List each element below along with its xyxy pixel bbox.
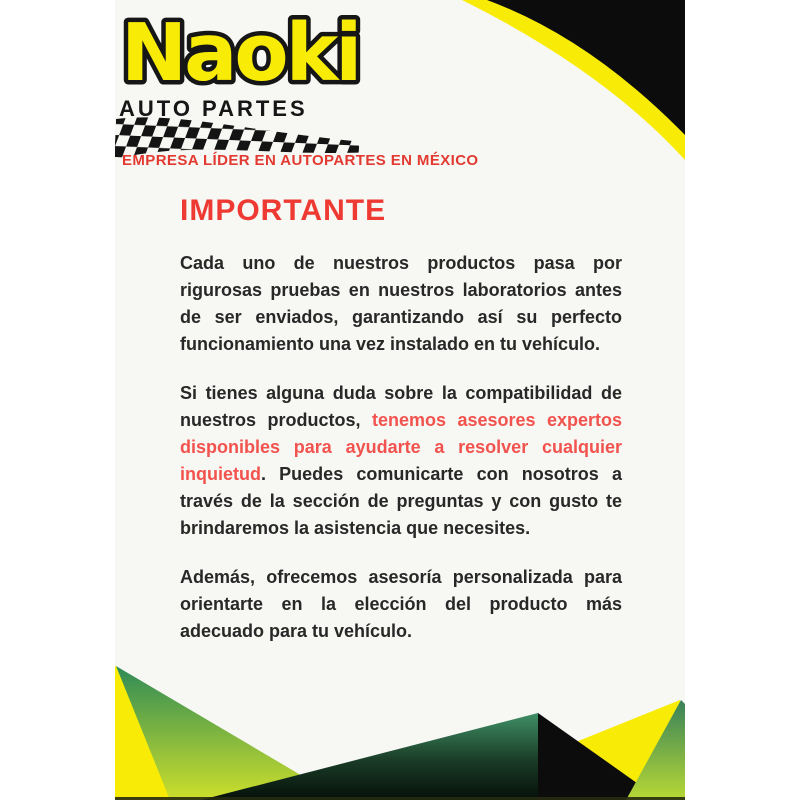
logo-subtitle: AUTO PARTES [119,96,308,121]
paragraph-advice-text: Además, ofrecemos asesoría personalizada para orientarte en la elección del producto más adecuado para tu vehículo. [180,567,622,641]
paragraph-quality-text: Cada uno de nuestros productos pasa por rigurosas pruebas en nuestros laboratorios antes de ser enviados, garantizando así su perfecto funcionamiento una vez instalado en tu vehículo. [180,253,622,354]
brand-logo [115,0,575,180]
paragraph-support-tail: . Puedes comunicarte con nosotros a través de la sección de preguntas y con gusto te brindaremos la asistencia que necesites. [180,464,622,538]
page-title: IMPORTANTE [180,194,387,227]
flyer-page [115,0,685,800]
paragraph-advice [180,564,622,645]
logo-text: Naoki [121,7,360,99]
bottom-decoration [115,648,685,800]
paragraph-support-highlight: tenemos asesores expertos disponibles para ayudarte a resolver cualquier inquietud [180,410,623,484]
paragraph-support-lead: Si tienes alguna duda sobre la compatibilidad de nuestros productos, [180,383,622,430]
checkered-flag-icon [115,113,361,182]
brand-tagline: EMPRESA LÍDER EN AUTOPARTES EN MÉXICO [122,152,479,169]
main-content [180,194,622,667]
naoki-logo [115,0,415,106]
paragraph-support [180,380,622,542]
paragraph-quality [180,250,622,358]
